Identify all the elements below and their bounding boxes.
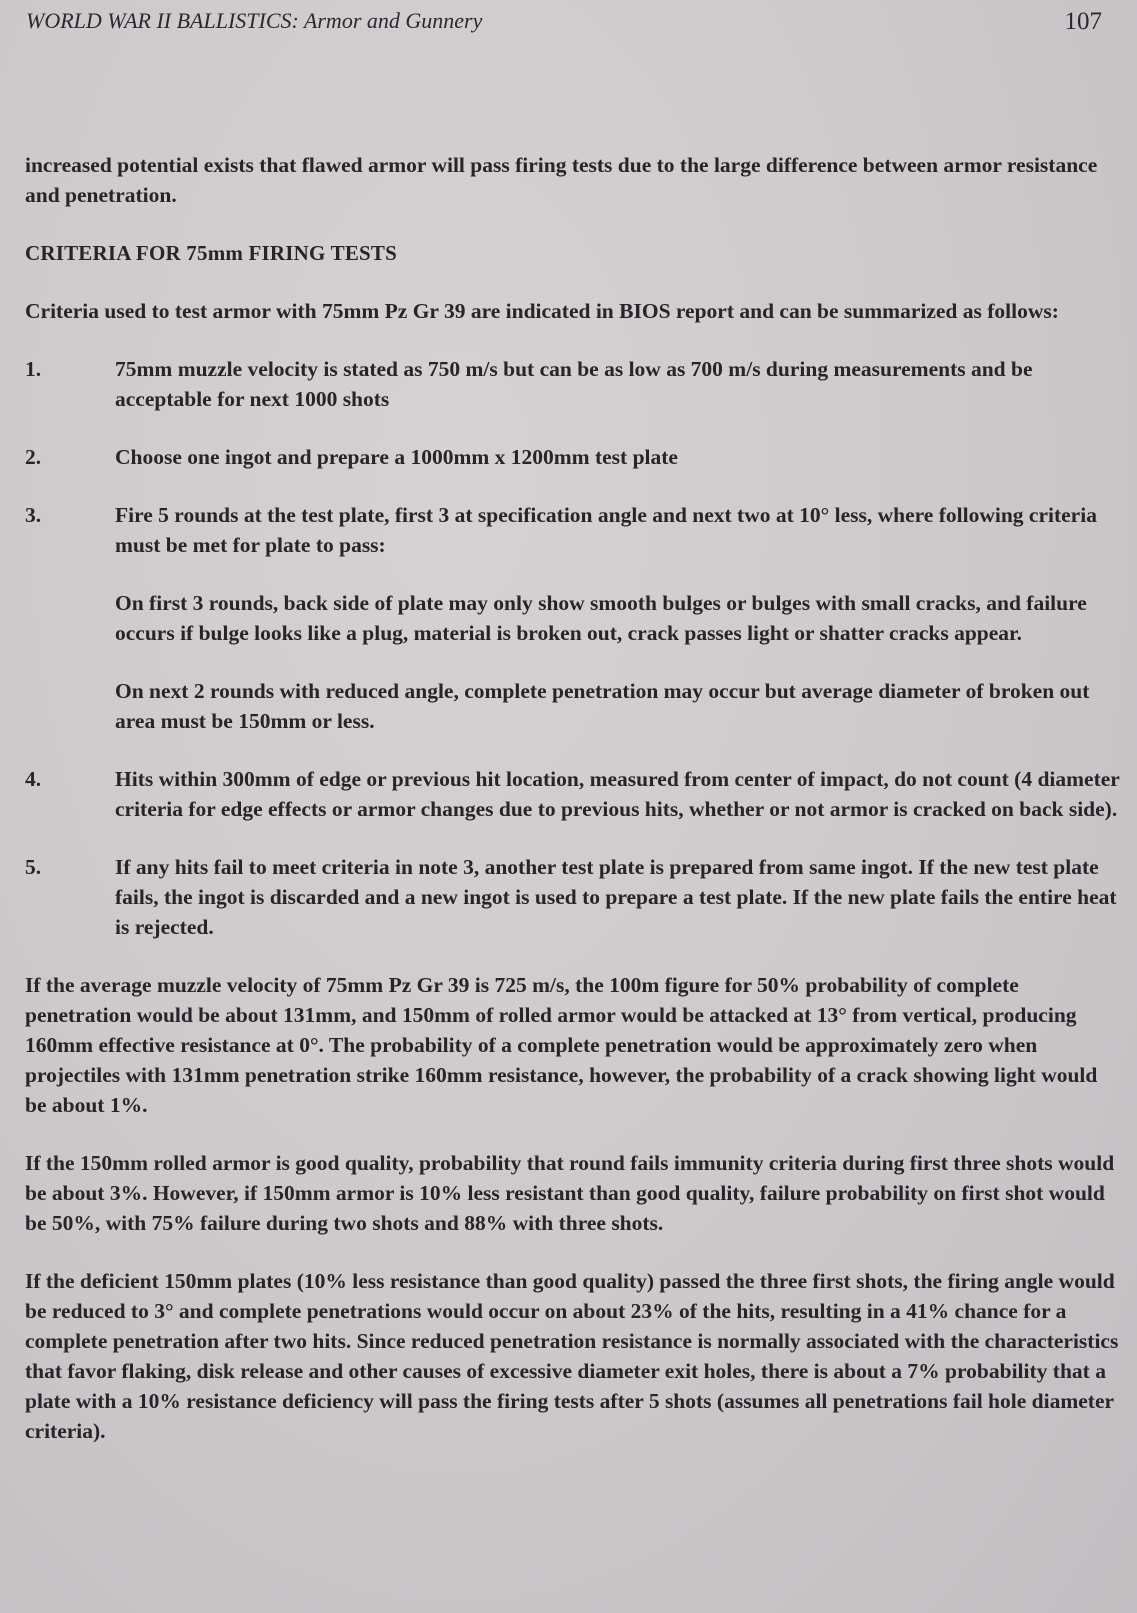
intro-paragraph: increased potential exists that flawed armor will pass firing tests due to the large difference between armor resistance and penetration. — [25, 153, 1098, 207]
criteria-item — [25, 764, 1120, 824]
item-3-subcriteria — [115, 588, 1120, 736]
closing-paragraph: If the average muzzle velocity of 75mm Pz Gr 39 is 725 m/s, the 100m figure for 50% probability of complete penetration would be about 131mm, and 150mm of rolled armor would be attacked at 13° from vertical, producing 160mm effective resistance at 0°. The probability of a complete penetration would be approximately zero when projectiles with 131mm penetration strike 160mm resistance, however, the probability of a crack showing light would be about 1%. — [25, 973, 1098, 1117]
subcriteria-paragraph: On first 3 rounds, back side of plate may only show smooth bulges or bulges with small cracks, and failure occurs if bulge looks like a plug, material is broken out, crack passes light or shatter cracks appear. — [115, 591, 1087, 645]
item-text: Fire 5 rounds at the test plate, first 3 at specification angle and next two at 10° less, where following criteria must be met for plate to pass: — [115, 503, 1097, 557]
closing-section — [25, 970, 1120, 1446]
page-number: 107 — [1064, 8, 1102, 35]
subcriteria-paragraph: On next 2 rounds with reduced angle, complete penetration may occur but average diameter of broken out area must be 150mm or less. — [115, 679, 1090, 733]
criteria-item — [25, 442, 1120, 472]
item-number: 5. — [25, 855, 42, 879]
item-number: 4. — [25, 767, 42, 791]
item-number: 3. — [25, 503, 42, 527]
item-number: 2. — [25, 445, 42, 469]
criteria-item — [25, 354, 1120, 414]
criteria-list-continued — [25, 764, 1120, 942]
section-heading: CRITERIA FOR 75mm FIRING TESTS — [25, 241, 398, 265]
page-content — [25, 150, 1120, 1474]
item-text: If any hits fail to meet criteria in note 3, another test plate is prepared from same ingot. If the new test plate fails, the ingot is discarded and a new ingot is used to prepare a test plate. If the new plate fails the entire heat is rejected. — [115, 855, 1117, 939]
running-head: WORLD WAR II BALLISTICS: Armor and Gunnery — [26, 8, 483, 33]
item-text: Choose one ingot and prepare a 1000mm x 1200mm test plate — [115, 445, 678, 469]
item-number: 1. — [25, 357, 42, 381]
criteria-item — [25, 852, 1120, 942]
criteria-list — [25, 354, 1120, 560]
closing-paragraph: If the deficient 150mm plates (10% less resistance than good quality) passed the three first shots, the firing angle would be reduced to 3° and complete penetrations would occur on about 23% of the hits, resulting in a 41% chance for a complete penetration after two hits. Since reduced penetration resistance is normally associated with the characteristics that favor flaking, disk release and other causes of excessive diameter exit holes, there is about a 7% probability that a plate with a 10% resistance deficiency will pass the firing tests after 5 shots (assumes all penetrations fail hole diameter criteria). — [25, 1269, 1119, 1443]
item-text: 75mm muzzle velocity is stated as 750 m/s but can be as low as 700 m/s during measurements and be acceptable for next 1000 shots — [115, 357, 1033, 411]
criteria-item — [25, 500, 1120, 560]
closing-paragraph: If the 150mm rolled armor is good quality, probability that round fails immunity criteria during first three shots would be about 3%. However, if 150mm armor is 10% less resistant than good quality, failure probability on first shot would be 50%, with 75% failure during two shots and 88% with three shots. — [25, 1151, 1115, 1235]
item-text: Hits within 300mm of edge or previous hit location, measured from center of impact, do not count (4 diameter criteria for edge effects or armor changes due to previous hits, whether or not armor is cracked on back side). — [115, 767, 1120, 821]
criteria-intro-paragraph: Criteria used to test armor with 75mm Pz Gr 39 are indicated in BIOS report and can be summarized as follows: — [25, 299, 1059, 323]
